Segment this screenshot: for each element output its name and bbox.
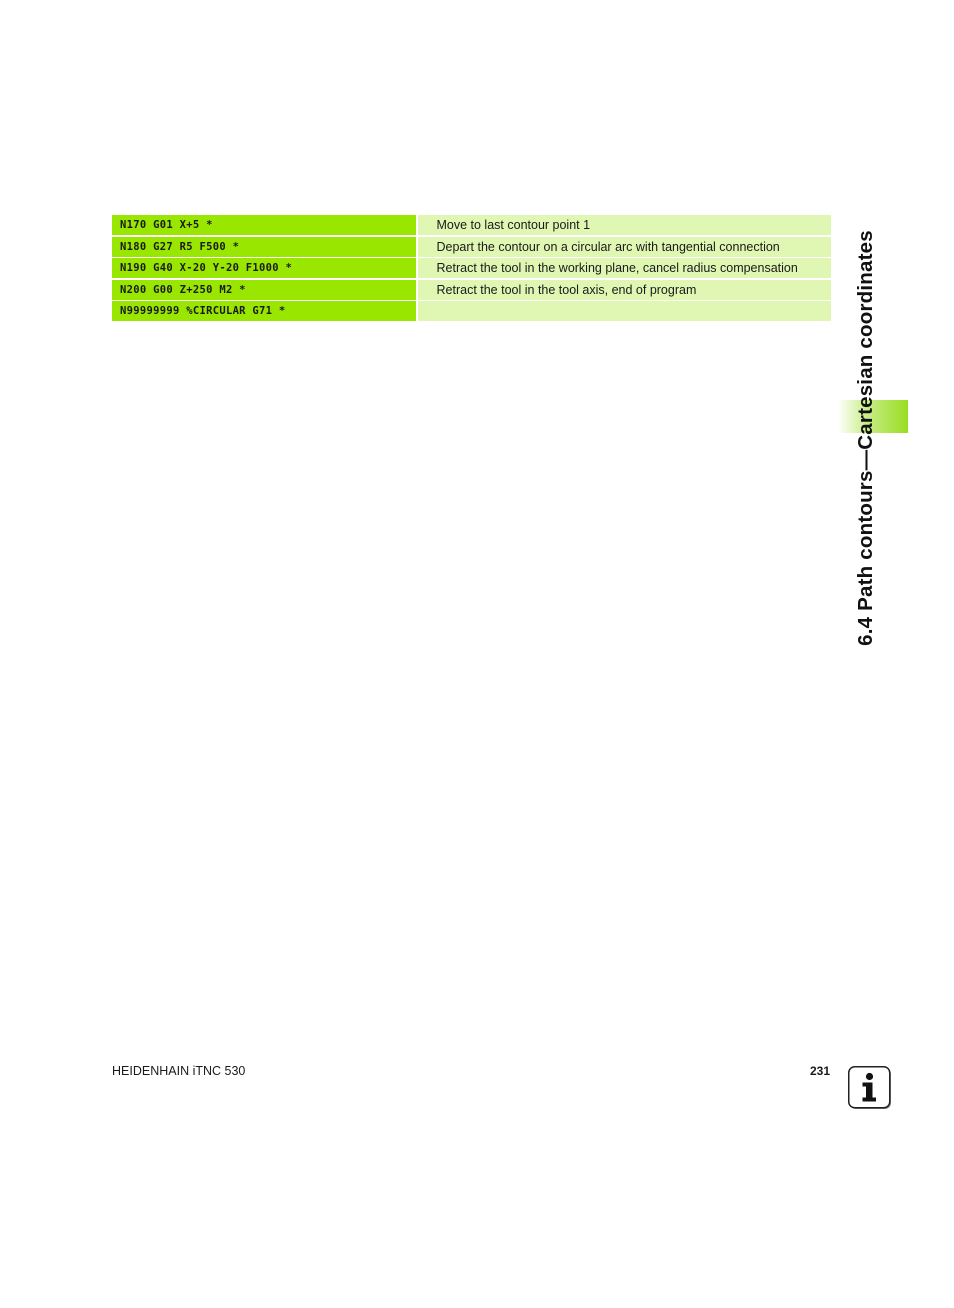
program-row	[112, 258, 831, 278]
chapter-section-title: 6.4 Path contours—Cartesian coordinates	[854, 230, 877, 646]
nc-code-description: Retract the tool in the tool axis, end of program	[418, 280, 832, 300]
page-number: 231	[809, 1064, 830, 1078]
program-row	[112, 280, 831, 300]
program-row	[112, 237, 831, 257]
nc-code-block: N170 G01 X+5 *	[112, 215, 416, 235]
program-row	[112, 301, 831, 321]
info-icon	[848, 1066, 891, 1109]
nc-code-block: N99999999 %CIRCULAR G71 *	[112, 301, 416, 321]
nc-code-block: N200 G00 Z+250 M2 *	[112, 280, 416, 300]
nc-code-description: Move to last contour point 1	[418, 215, 832, 235]
nc-code-block: N180 G27 R5 F500 *	[112, 237, 416, 257]
program-listing-table	[112, 215, 831, 323]
nc-code-block: N190 G40 X-20 Y-20 F1000 *	[112, 258, 416, 278]
program-row	[112, 215, 831, 235]
nc-code-description	[418, 301, 832, 321]
nc-code-description: Retract the tool in the working plane, cancel radius compensation	[418, 258, 832, 278]
footer-product-name: HEIDENHAIN iTNC 530	[112, 1064, 246, 1078]
nc-code-description: Depart the contour on a circular arc with tangential connection	[418, 237, 832, 257]
